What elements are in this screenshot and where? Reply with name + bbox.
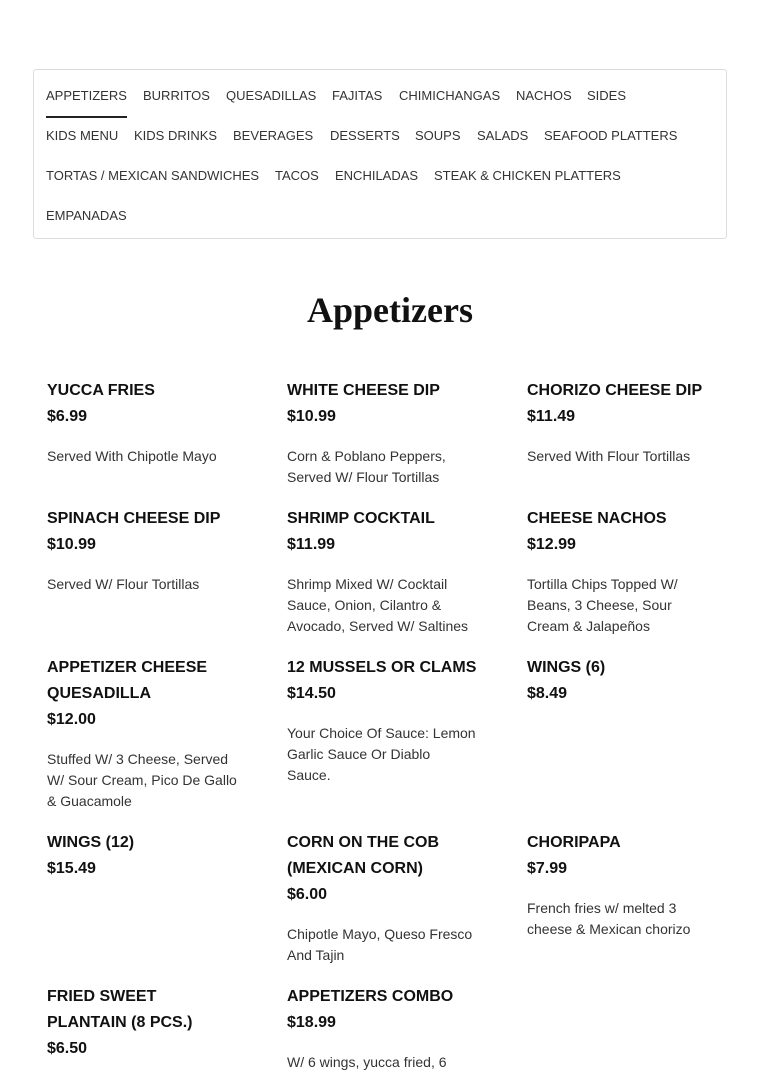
menu-item[interactable] <box>527 830 717 940</box>
tab-tacos[interactable]: TACOS <box>275 168 319 183</box>
tab-nachos[interactable]: NACHOS <box>516 88 572 103</box>
menu-item[interactable] <box>287 506 477 637</box>
menu-item[interactable] <box>527 506 717 637</box>
item-description: Your Choice Of Sauce: Lemon Garlic Sauce Or Diablo Sauce. <box>287 725 476 783</box>
item-description: Served With Flour Tortillas <box>527 448 691 464</box>
tab-desserts[interactable]: DESSERTS <box>330 128 400 143</box>
item-price: $12.00 <box>47 711 96 728</box>
menu-item[interactable] <box>47 984 237 1062</box>
menu-item[interactable] <box>47 506 237 595</box>
item-price: $6.99 <box>47 408 88 425</box>
item-name: WINGS (6) <box>527 659 606 676</box>
item-price: $6.50 <box>47 1040 88 1057</box>
tab-fajitas[interactable]: FAJITAS <box>332 88 383 103</box>
tab-soups[interactable]: SOUPS <box>415 128 461 143</box>
item-name: CORN ON THE COB (MEXICAN CORN) <box>287 834 439 877</box>
tab-kids-drinks[interactable]: KIDS DRINKS <box>134 128 218 143</box>
item-description: Shrimp Mixed W/ Cocktail Sauce, Onion, Cilantro & Avocado, Served W/ Saltines <box>287 576 469 634</box>
item-description: Tortilla Chips Topped W/ Beans, 3 Cheese, Sour Cream & Jalapeños <box>527 576 678 634</box>
item-name: CHORIZO CHEESE DIP <box>527 382 703 399</box>
menu-item[interactable] <box>287 378 477 488</box>
item-description: French fries w/ melted 3 cheese & Mexican chorizo <box>527 900 691 937</box>
menu-item[interactable] <box>527 378 717 467</box>
tab-enchiladas[interactable]: ENCHILADAS <box>335 168 419 183</box>
item-name: APPETIZER CHEESE QUESADILLA <box>47 659 208 702</box>
section-title: Appetizers <box>307 290 473 330</box>
menu-item[interactable] <box>47 378 237 467</box>
menu-item[interactable] <box>287 984 477 1073</box>
item-name: CHEESE NACHOS <box>527 510 667 527</box>
item-price: $11.49 <box>527 408 576 425</box>
item-name: 12 MUSSELS OR CLAMS <box>287 659 477 676</box>
item-price: $12.99 <box>527 536 576 553</box>
tab-burritos[interactable]: BURRITOS <box>143 88 210 103</box>
item-name: WINGS (12) <box>47 834 135 851</box>
item-description: Chipotle Mayo, Queso Fresco And Tajin <box>287 926 473 963</box>
tab-kids-menu[interactable]: KIDS MENU <box>46 128 119 143</box>
item-description: Served W/ Flour Tortillas <box>47 576 200 592</box>
tab-chimichangas[interactable]: CHIMICHANGAS <box>399 88 501 103</box>
item-price: $15.49 <box>47 860 96 877</box>
item-price: $6.00 <box>287 886 328 903</box>
tab-tortas[interactable]: TORTAS / MEXICAN SANDWICHES <box>46 168 260 183</box>
tab-appetizers[interactable]: APPETIZERS <box>46 88 127 103</box>
tab-quesadillas[interactable]: QUESADILLAS <box>226 88 317 103</box>
item-price: $18.99 <box>287 1014 336 1031</box>
item-price: $14.50 <box>287 685 336 702</box>
tab-empanadas[interactable]: EMPANADAS <box>46 208 127 223</box>
category-tabs <box>33 69 727 239</box>
item-name: CHORIPAPA <box>527 834 621 851</box>
tab-salads[interactable]: SALADS <box>477 128 529 143</box>
item-price: $10.99 <box>47 536 96 553</box>
item-price: $11.99 <box>287 536 336 553</box>
item-description: W/ 6 wings, yucca fried, 6 <box>287 1054 447 1070</box>
item-name: WHITE CHEESE DIP <box>287 382 440 399</box>
item-name: SPINACH CHEESE DIP <box>47 510 221 527</box>
item-price: $10.99 <box>287 408 336 425</box>
item-name: YUCCA FRIES <box>47 382 155 399</box>
item-price: $8.49 <box>527 685 568 702</box>
menu-item[interactable] <box>47 655 237 812</box>
menu-item[interactable] <box>527 655 717 707</box>
menu-item[interactable] <box>287 655 477 786</box>
item-name: SHRIMP COCKTAIL <box>287 510 435 527</box>
item-description: Served With Chipotle Mayo <box>47 448 217 464</box>
item-name: APPETIZERS COMBO <box>287 988 454 1005</box>
item-description: Stuffed W/ 3 Cheese, Served W/ Sour Cream, Pico De Gallo & Guacamole <box>47 751 237 809</box>
tab-sides[interactable]: SIDES <box>587 88 627 103</box>
item-description: Corn & Poblano Peppers, Served W/ Flour Tortillas <box>287 448 446 485</box>
menu-item[interactable] <box>287 830 477 966</box>
tab-seafood-platters[interactable]: SEAFOOD PLATTERS <box>544 128 678 143</box>
menu-item[interactable] <box>47 830 237 882</box>
tab-steak-chicken-platters[interactable]: STEAK & CHICKEN PLATTERS <box>434 168 621 183</box>
item-name: FRIED SWEET PLANTAIN (8 PCS.) <box>47 988 193 1031</box>
tab-beverages[interactable]: BEVERAGES <box>233 128 314 143</box>
item-price: $7.99 <box>527 860 568 877</box>
